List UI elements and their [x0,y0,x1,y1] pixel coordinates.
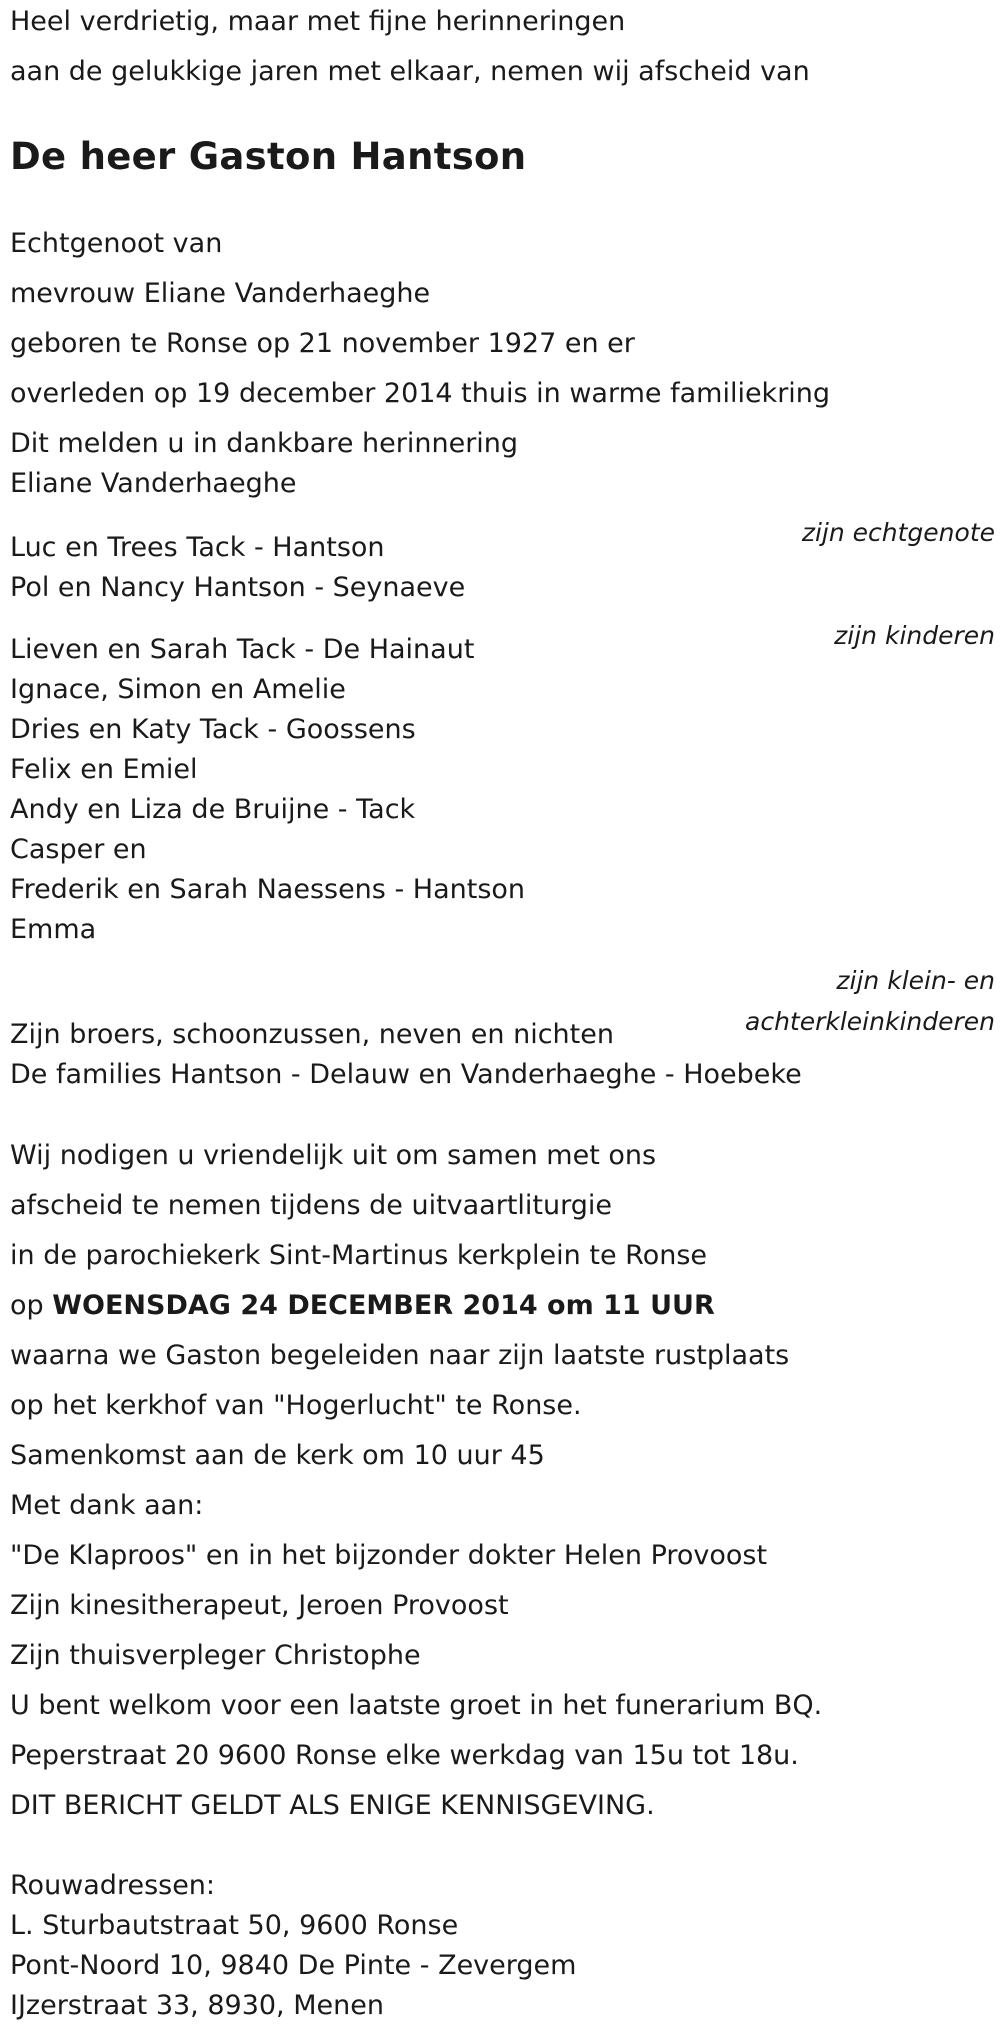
invitation-line: Wij nodigen u vriendelijk uit om samen met ons [10,1140,657,1171]
detail-line: Dit melden u in dankbare herinnering [10,428,519,459]
invitation-line: Zijn kinesitherapeut, Jeroen Provoost [10,1590,509,1621]
spouse-name: Eliane Vanderhaeghe [10,468,297,499]
family-line: Zijn broers, schoonzussen, neven en nichten [10,1019,614,1050]
invitation-line: in de parochiekerk Sint-Martinus kerkplein te Ronse [10,1240,708,1271]
grandchildren-role: zijn klein- en [836,966,995,995]
grandchild-name: Dries en Katy Tack - Goossens [10,714,416,745]
detail-line: overleden op 19 december 2014 thuis in warme familiekring [10,378,831,409]
invitation-line: Zijn thuisverpleger Christophe [10,1640,421,1671]
invitation-line: Peperstraat 20 9600 Ronse elke werkdag van 15u tot 18u. [10,1740,799,1771]
invitation-line: waarna we Gaston begeleiden naar zijn laatste rustplaats [10,1340,790,1371]
family-line: De families Hantson - Delauw en Vanderhaeghe - Hoebeke [10,1059,802,1090]
invitation-line: Met dank aan: [10,1490,204,1521]
grandchild-name: Casper en [10,834,147,865]
invitation-line: afscheid te nemen tijdens de uitvaartliturgie [10,1190,612,1221]
spouse-role: zijn echtgenote [801,518,995,547]
grandchildren-role: achterkleinkinderen [745,1007,995,1036]
date-prefix: op [10,1290,53,1321]
funeral-date: WOENSDAG 24 DECEMBER 2014 om 11 UUR [52,1290,715,1321]
invitation-line: DIT BERICHT GELDT ALS ENIGE KENNISGEVING. [10,1790,655,1821]
detail-line: geboren te Ronse op 21 november 1927 en er [10,328,635,359]
address-line: IJzerstraat 33, 8930, Menen [10,1990,384,2021]
invitation-line: Samenkomst aan de kerk om 10 uur 45 [10,1440,545,1471]
detail-line: mevrouw Eliane Vanderhaeghe [10,278,431,309]
detail-line: Echtgenoot van [10,228,223,259]
children-role: zijn kinderen [834,621,995,650]
grandchild-name: Frederik en Sarah Naessens - Hantson [10,874,526,905]
invitation-line: "De Klaproos" en in het bijzonder dokter Helen Provoost [10,1540,768,1571]
child-name: Luc en Trees Tack - Hantson [10,532,385,563]
invitation-line: U bent welkom voor een laatste groet in het funerarium BQ. [10,1690,823,1721]
grandchild-name: Andy en Liza de Bruijne - Tack [10,794,416,825]
invitation-line: op het kerkhof van "Hogerlucht" te Ronse. [10,1390,582,1421]
grandchild-name: Ignace, Simon en Amelie [10,674,346,705]
deceased-name: De heer Gaston Hantson [10,135,527,178]
intro-line: aan de gelukkige jaren met elkaar, nemen wij afscheid van [10,56,810,87]
child-name: Pol en Nancy Hantson - Seynaeve [10,572,466,603]
address-line: Pont-Noord 10, 9840 De Pinte - Zevergem [10,1950,577,1981]
grandchild-name: Felix en Emiel [10,754,198,785]
address-line: L. Sturbautstraat 50, 9600 Ronse [10,1910,459,1941]
grandchild-name: Emma [10,914,97,945]
intro-line: Heel verdrietig, maar met fijne herinneringen [10,6,626,37]
funeral-date-line [10,1289,715,1323]
grandchild-name: Lieven en Sarah Tack - De Hainaut [10,634,475,665]
addresses-heading: Rouwadressen: [10,1870,216,1901]
